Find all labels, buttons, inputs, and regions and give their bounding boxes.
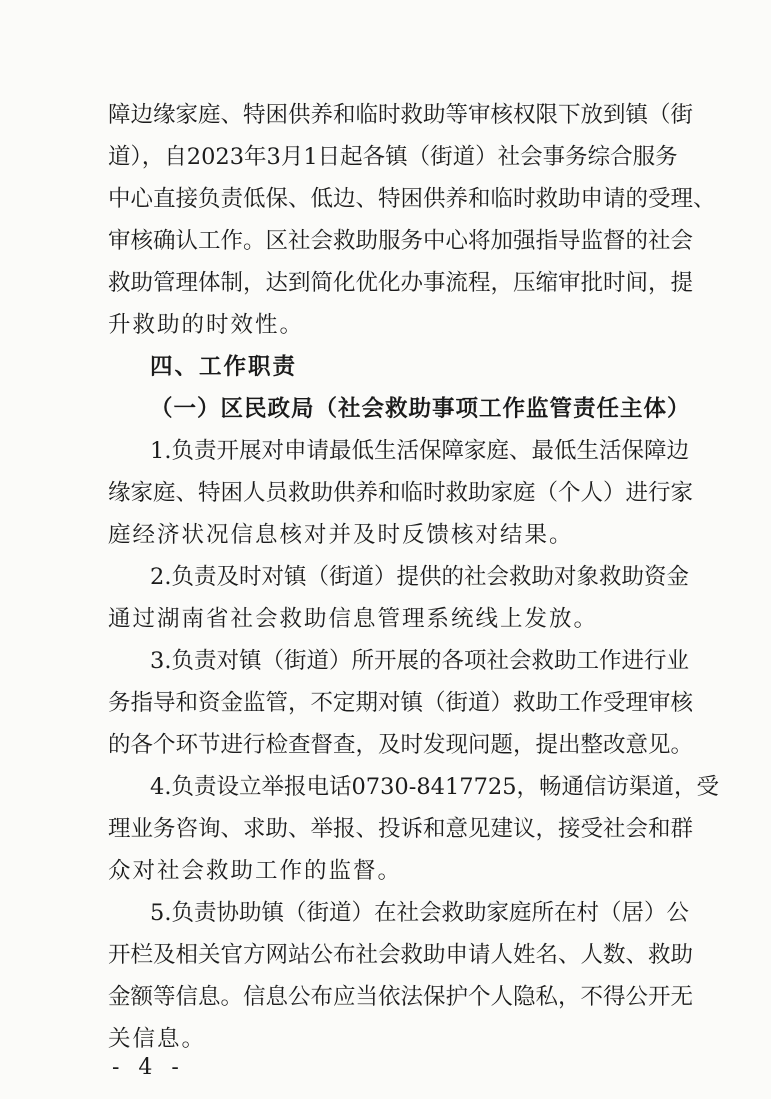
body-text-line: 理业务咨询、求助、举报、投诉和意见建议，接受社会和群 (108, 816, 694, 842)
body-text-line: 众对社会救助工作的监督。 (108, 858, 403, 884)
body-text-line: 审核确认工作。区社会救助服务中心将加强指导监督的社会 (108, 228, 694, 254)
paragraph-first-line: 3.负责对镇（街道）所开展的各项社会救助工作进行业 (150, 648, 689, 674)
paragraph-first-line: 4.负责设立举报电话0730-8417725，畅通信访渠道，受 (150, 774, 720, 800)
paragraph-first-line: 5.负责协助镇（街道）在社会救助家庭所在村（居）公 (150, 900, 689, 926)
body-text-line: 务指导和资金监管，不定期对镇（街道）救助工作受理审核 (108, 690, 694, 716)
body-text-line: 开栏及相关官方网站公布社会救助申请人姓名、人数、救助 (108, 942, 694, 968)
paragraph-first-line: 1.负责开展对申请最低生活保障家庭、最低生活保障边 (150, 438, 689, 464)
paragraph-first-line: 2.负责及时对镇（街道）提供的社会救助对象救助资金 (150, 564, 689, 590)
body-text-line: 庭经济状况信息核对并及时反馈核对结果。 (108, 522, 574, 548)
page-number: - 4 - (112, 1055, 185, 1080)
body-text-line: 救助管理体制，达到简化优化办事流程，压缩审批时间，提 (108, 270, 694, 296)
body-text-line: 关信息。 (108, 1026, 207, 1052)
body-text-line: 的各个环节进行检查督查，及时发现问题，提出整改意见。 (108, 732, 694, 758)
body-text-line: 障边缘家庭、特困供养和临时救助等审核权限下放到镇（街 (108, 102, 694, 128)
body-text-line: 升救助的时效性。 (108, 312, 305, 338)
body-text-line: 通过湖南省社会救助信息管理系统线上发放。 (108, 606, 599, 632)
body-text-line: 中心直接负责低保、低边、特困供养和临时救助申请的受理、 (108, 186, 716, 212)
subsection-heading: （一）区民政局（社会救助事项工作监管责任主体） (150, 396, 691, 422)
body-text-line: 道），自2023年3月1日起各镇（街道）社会事务综合服务 (108, 144, 678, 170)
body-text-line: 金额等信息。信息公布应当依法保护个人隐私，不得公开无 (108, 984, 694, 1010)
body-text-line: 缘家庭、特困人员救助供养和临时救助家庭（个人）进行家 (108, 480, 694, 506)
section-heading: 四、工作职责 (150, 354, 298, 380)
